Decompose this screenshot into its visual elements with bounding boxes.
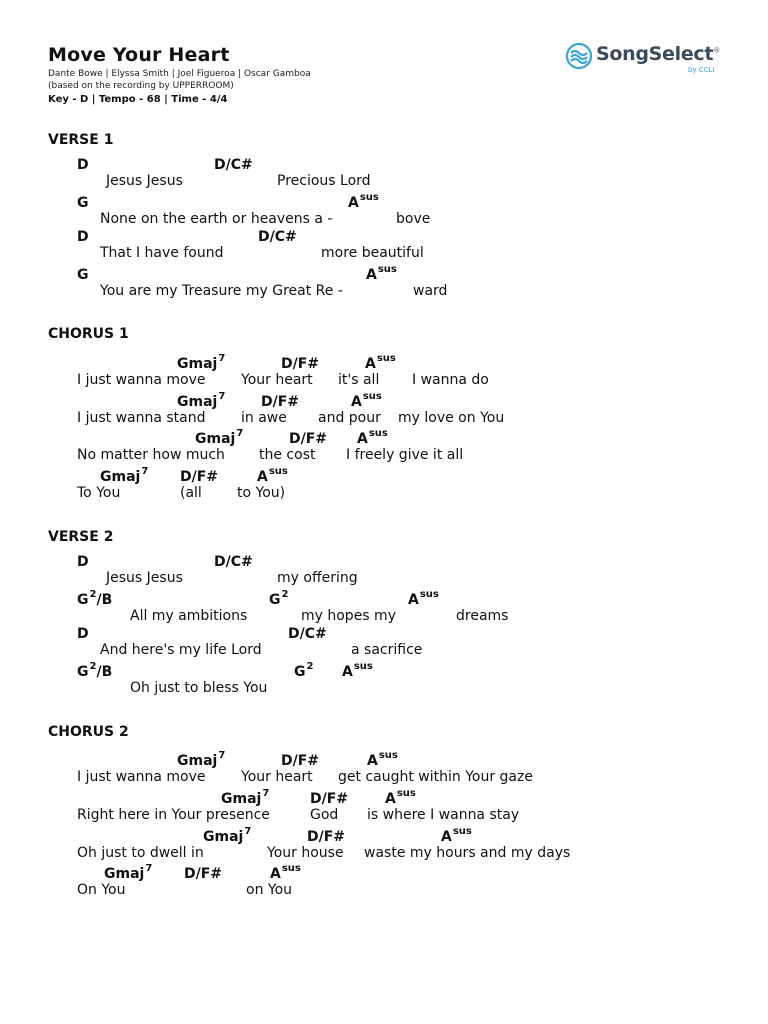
chord: Gmaj$^7$ (177, 353, 226, 372)
chord: Gmaj$^7$ (195, 428, 244, 447)
chord: $A^{sus}$ (351, 391, 382, 410)
chord: $G^2$ (294, 661, 314, 680)
song-authors: Dante Bowe | Elyssa Smith | Joel Figueroa | Oscar Gamboa (48, 69, 311, 79)
chord: D/F# (184, 866, 223, 882)
lyric: I just wanna move (77, 769, 206, 785)
chord: $G^2/B$ (77, 661, 113, 680)
lyric: my offering (277, 570, 358, 586)
chord: $A^{sus}$ (366, 264, 397, 283)
lyric: That I have found (100, 245, 224, 261)
chord: $A^{sus}$ (408, 589, 439, 608)
chord: $A^{sus}$ (385, 788, 416, 807)
section-heading: VERSE 2 (48, 529, 114, 545)
chord: Gmaj$^7$ (221, 788, 270, 807)
chord: Gmaj$^7$ (104, 863, 153, 882)
lyric: To You (77, 485, 121, 501)
lyric: a sacrifice (351, 642, 423, 658)
chord: D/F# (261, 394, 300, 410)
chord: D/C# (214, 554, 253, 570)
lyric: dreams (456, 608, 509, 624)
chord: D/C# (258, 229, 297, 245)
lyric: And here's my life Lord (100, 642, 262, 658)
songselect-logo (566, 42, 726, 76)
chord: D/F# (307, 829, 346, 845)
lyric: Jesus Jesus (106, 173, 183, 189)
lyric: All my ambitions (130, 608, 248, 624)
chord: Gmaj$^7$ (177, 750, 226, 769)
lyric: and pour (318, 410, 381, 426)
lyric: the cost (259, 447, 316, 463)
song-title: Move Your Heart (48, 44, 230, 66)
lyric: bove (396, 211, 431, 227)
lyric: Right here in Your presence (77, 807, 270, 823)
lyric: Oh just to dwell in (77, 845, 204, 861)
lyric: more beautiful (321, 245, 424, 261)
lyric: I wanna do (412, 372, 489, 388)
lyric: I freely give it all (346, 447, 464, 463)
chord: $A^{sus}$ (365, 353, 396, 372)
songselect-wordmark: SongSelect® (596, 43, 720, 65)
chord: $A^{sus}$ (342, 661, 373, 680)
chord: D/F# (310, 791, 349, 807)
chord: $G^2/B$ (77, 589, 113, 608)
lyric: Your heart (241, 372, 313, 388)
songselect-byline: by CCLI (688, 66, 715, 74)
lyric: No matter how much (77, 447, 225, 463)
lyric: my hopes my (301, 608, 396, 624)
chord: D/F# (180, 469, 219, 485)
song-key-tempo-time: Key - D | Tempo - 68 | Time - 4/4 (48, 94, 228, 105)
chord: D (77, 157, 89, 173)
lyric: on You (246, 882, 293, 898)
chord: $G^2$ (269, 589, 289, 608)
lyric: ward (413, 283, 448, 299)
section-heading: CHORUS 2 (48, 724, 129, 740)
lyric: None on the earth or heavens a - (100, 211, 333, 227)
lyric: waste my hours and my days (364, 845, 571, 861)
chord: G (77, 195, 89, 211)
lyric: Your heart (241, 769, 313, 785)
lyric: Precious Lord (277, 173, 371, 189)
song-recording: (based on the recording by UPPERROOM) (48, 81, 234, 91)
chord: D (77, 554, 89, 570)
chord: $A^{sus}$ (357, 428, 388, 447)
lyric: You are my Treasure my Great Re - (100, 283, 343, 299)
chord: D (77, 626, 89, 642)
chord: Gmaj$^7$ (203, 826, 252, 845)
lyric: I just wanna move (77, 372, 206, 388)
lyric: my love on You (398, 410, 505, 426)
lyric: get caught within Your gaze (338, 769, 533, 785)
songselect-logo-icon (566, 43, 592, 69)
chord: $A^{sus}$ (257, 466, 288, 485)
lyric: Oh just to bless You (130, 680, 268, 696)
chord: D/C# (288, 626, 327, 642)
lyric: it's all (338, 372, 380, 388)
lyric: in awe (241, 410, 287, 426)
lyric: is where I wanna stay (367, 807, 520, 823)
section-heading: CHORUS 1 (48, 326, 129, 342)
chord: D/C# (214, 157, 253, 173)
chord: G (77, 267, 89, 283)
lyric: to You) (237, 485, 286, 501)
lyric: On You (77, 882, 126, 898)
chord: Gmaj$^7$ (177, 391, 226, 410)
lyric: I just wanna stand (77, 410, 206, 426)
lyric: Jesus Jesus (106, 570, 183, 586)
lyric: God (310, 807, 339, 823)
chord: $A^{sus}$ (348, 192, 379, 211)
chord: Gmaj$^7$ (100, 466, 149, 485)
lyric: (all (180, 485, 202, 501)
chord: D/F# (281, 753, 320, 769)
chord: $A^{sus}$ (367, 750, 398, 769)
section-heading: VERSE 1 (48, 132, 114, 148)
chord: D/F# (281, 356, 320, 372)
lyric: Your house (267, 845, 344, 861)
chord: $A^{sus}$ (441, 826, 472, 845)
chord: D/F# (289, 431, 328, 447)
chord: D (77, 229, 89, 245)
chord: $A^{sus}$ (270, 863, 301, 882)
